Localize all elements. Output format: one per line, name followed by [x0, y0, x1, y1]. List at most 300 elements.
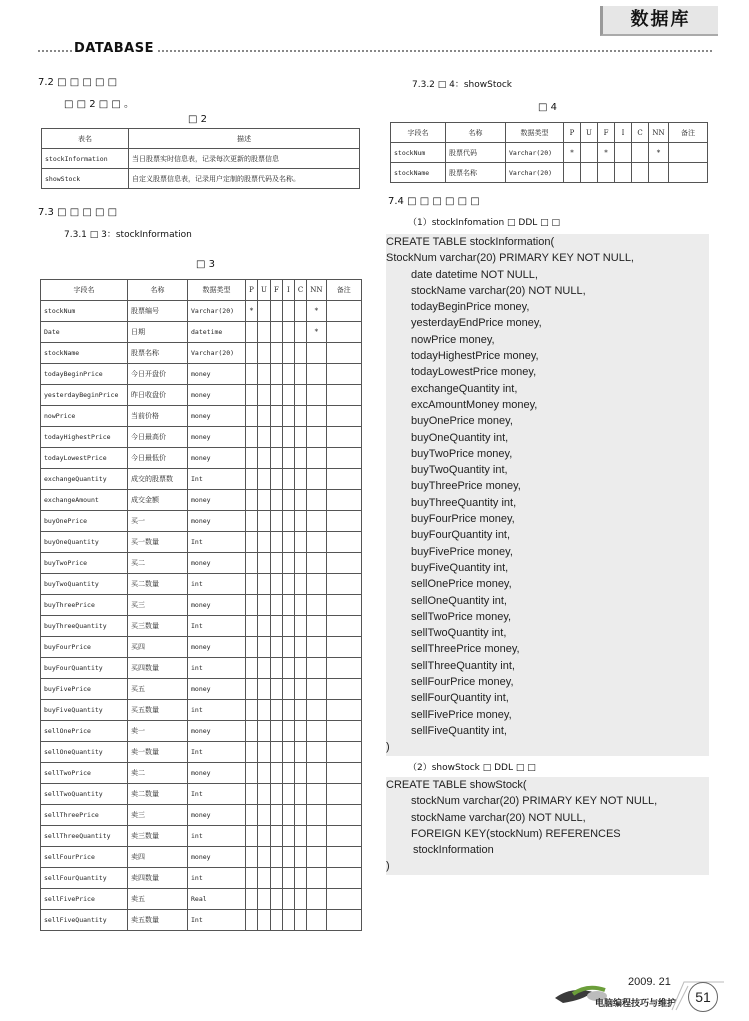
- table-row: [41, 448, 362, 469]
- table-cell: money: [188, 364, 246, 385]
- table-cell: 买三数量: [128, 616, 188, 637]
- column-header: P: [246, 280, 258, 301]
- table-cell: [270, 658, 282, 679]
- table-cell: [307, 595, 326, 616]
- table-cell: Int: [188, 469, 246, 490]
- table-cell: [282, 658, 294, 679]
- table-cell: [270, 805, 282, 826]
- table-cell: [258, 574, 271, 595]
- table-cell: [246, 490, 258, 511]
- column-header: C: [294, 280, 306, 301]
- magazine-section-banner: 数据库: [600, 6, 718, 36]
- table-cell: [282, 826, 294, 847]
- code-line: excAmountMoney money,: [411, 398, 538, 411]
- table-cell: [294, 553, 306, 574]
- table-cell: [282, 616, 294, 637]
- table-cell: [307, 805, 326, 826]
- table-cell: int: [188, 868, 246, 889]
- table-cell: exchangeAmount: [41, 490, 128, 511]
- table-cell: [307, 784, 326, 805]
- table-cell: int: [188, 700, 246, 721]
- table-cell: sellFivePrice: [41, 889, 128, 910]
- table-row: [41, 889, 362, 910]
- column-header: C: [632, 123, 649, 143]
- table-cell: [270, 721, 282, 742]
- table-cell: 卖三数量: [128, 826, 188, 847]
- table-cell: [270, 637, 282, 658]
- table-cell: datetime: [188, 322, 246, 343]
- table-cell: [270, 385, 282, 406]
- table-cell: [307, 700, 326, 721]
- table-cell: *: [649, 143, 669, 163]
- table-row: [41, 805, 362, 826]
- table-cell: 股票代码: [446, 143, 506, 163]
- section-7-2-title: 7.2 □ □ □ □ □: [38, 77, 118, 88]
- table-cell: Int: [188, 910, 246, 931]
- table-cell: [632, 143, 649, 163]
- section-7-3-1-title: 7.3.1 □ 3：stockInformation: [64, 230, 192, 240]
- table-cell: [326, 658, 361, 679]
- table-cell: money: [188, 847, 246, 868]
- table-cell: [258, 448, 271, 469]
- table-cell: [258, 595, 271, 616]
- table-cell: money: [188, 637, 246, 658]
- magazine-name: 电脑编程技巧与维护: [595, 999, 677, 1009]
- table-cell: sellFourQuantity: [41, 868, 128, 889]
- table-cell: [258, 427, 271, 448]
- table-cell: money: [188, 490, 246, 511]
- table-cell: [282, 532, 294, 553]
- code-line: stockInformation: [413, 844, 494, 857]
- table-cell: [282, 742, 294, 763]
- table-cell: [294, 343, 306, 364]
- table-row: [41, 553, 362, 574]
- table-row: [41, 469, 362, 490]
- table-cell: [581, 163, 598, 183]
- table-cell: money: [188, 385, 246, 406]
- table-cell: [270, 763, 282, 784]
- section-label: DATABASE: [74, 41, 154, 56]
- table-cell: [246, 406, 258, 427]
- table-cell: [246, 637, 258, 658]
- table-cell: [246, 427, 258, 448]
- code-line: exchangeQuantity int,: [411, 382, 518, 395]
- table-cell: 股票编号: [128, 301, 188, 322]
- table-cell: 买四: [128, 637, 188, 658]
- table-row: [41, 427, 362, 448]
- table-cell: [282, 847, 294, 868]
- table-cell: Varchar(20): [506, 163, 564, 183]
- table-cell: 股票名称: [446, 163, 506, 183]
- table-cell: [294, 763, 306, 784]
- code-line: sellOneQuantity int,: [411, 594, 507, 607]
- table-cell: [270, 742, 282, 763]
- table-cell: exchangeQuantity: [41, 469, 128, 490]
- column-header: 字段名: [391, 123, 446, 143]
- table-cell: [258, 805, 271, 826]
- table-cell: 卖一: [128, 721, 188, 742]
- table-cell: [326, 826, 361, 847]
- table-cell: [294, 574, 306, 595]
- table-cell: sellOnePrice: [41, 721, 128, 742]
- table-cell: Varchar(20): [506, 143, 564, 163]
- table-cell: [294, 406, 306, 427]
- table-cell: [282, 490, 294, 511]
- table-cell: money: [188, 448, 246, 469]
- table-cell: [258, 721, 271, 742]
- table-cell: [282, 805, 294, 826]
- table-cell: [270, 532, 282, 553]
- table-cell: [258, 763, 271, 784]
- table-cell: [294, 805, 306, 826]
- table-cell: yesterdayBeginPrice: [41, 385, 128, 406]
- table-cell: [270, 616, 282, 637]
- code-line: sellFiveQuantity int,: [411, 724, 507, 737]
- table-cell: [294, 490, 306, 511]
- table-cell: [307, 889, 326, 910]
- table-cell: money: [188, 427, 246, 448]
- table-cell: 买一: [128, 511, 188, 532]
- column-header: NN: [307, 280, 326, 301]
- table-3-caption: □ 3: [196, 259, 215, 270]
- ddl-1-code-block: [386, 234, 709, 756]
- table-cell: [669, 143, 708, 163]
- table-cell: [246, 889, 258, 910]
- table-cell: [326, 427, 361, 448]
- code-line: buyThreePrice money,: [411, 480, 521, 493]
- code-line: sellTwoPrice money,: [411, 610, 512, 623]
- table-cell: [326, 406, 361, 427]
- code-line: CREATE TABLE stockInformation(: [386, 236, 555, 248]
- table-cell: [326, 847, 361, 868]
- table-cell: [258, 364, 271, 385]
- table-row: [41, 637, 362, 658]
- table-cell: 买五: [128, 679, 188, 700]
- table-cell: [282, 322, 294, 343]
- table-cell: stockName: [391, 163, 446, 183]
- table-cell: [649, 163, 669, 183]
- table-cell: money: [188, 679, 246, 700]
- code-line: FOREIGN KEY(stockNum) REFERENCES: [411, 827, 621, 840]
- table-row: [41, 574, 362, 595]
- table-cell: [246, 532, 258, 553]
- table-cell: sellTwoQuantity: [41, 784, 128, 805]
- column-header: 备注: [669, 123, 708, 143]
- column-header: 备注: [326, 280, 361, 301]
- section-7-3-title: 7.3 □ □ □ □ □: [38, 207, 118, 218]
- code-line: todayLowestPrice money,: [411, 366, 537, 379]
- table-cell: [294, 847, 306, 868]
- table-cell: [258, 490, 271, 511]
- table-cell: *: [307, 322, 326, 343]
- table-cell: Date: [41, 322, 128, 343]
- table-cell: [246, 784, 258, 805]
- table-cell: stockInformation: [42, 149, 129, 169]
- table-4-caption: □ 4: [538, 102, 557, 113]
- table-cell: [246, 511, 258, 532]
- table-cell: [307, 742, 326, 763]
- column-header: I: [282, 280, 294, 301]
- column-header: U: [581, 123, 598, 143]
- column-header: 表名: [42, 129, 129, 149]
- table-cell: sellThreePrice: [41, 805, 128, 826]
- table-cell: 买三: [128, 595, 188, 616]
- table-cell: [246, 595, 258, 616]
- code-line: todayBeginPrice money,: [411, 301, 530, 314]
- table-cell: 当前价格: [128, 406, 188, 427]
- table-row: [41, 616, 362, 637]
- table-cell: 卖五: [128, 889, 188, 910]
- table-cell: [258, 385, 271, 406]
- table-cell: int: [188, 574, 246, 595]
- table-cell: [307, 721, 326, 742]
- table-cell: sellOneQuantity: [41, 742, 128, 763]
- table-cell: buyOnePrice: [41, 511, 128, 532]
- code-line: yesterdayEndPrice money,: [411, 317, 542, 330]
- table-cell: *: [564, 143, 581, 163]
- table-cell: [270, 679, 282, 700]
- table-cell: [246, 469, 258, 490]
- table-cell: [258, 511, 271, 532]
- table-cell: [270, 595, 282, 616]
- table-row: [41, 511, 362, 532]
- table-cell: [307, 553, 326, 574]
- table-cell: 卖四数量: [128, 868, 188, 889]
- column-header: U: [258, 280, 271, 301]
- table-cell: Varchar(20): [188, 343, 246, 364]
- table-cell: [258, 637, 271, 658]
- table-row: [41, 322, 362, 343]
- table-cell: [294, 448, 306, 469]
- table-cell: [326, 364, 361, 385]
- table-cell: [326, 616, 361, 637]
- table-cell: [326, 532, 361, 553]
- table-row: [41, 742, 362, 763]
- table-cell: buyOneQuantity: [41, 532, 128, 553]
- table-cell: *: [598, 143, 615, 163]
- table-row: [41, 364, 362, 385]
- code-line: sellFivePrice money,: [411, 708, 512, 721]
- code-line: stockNum varchar(20) PRIMARY KEY NOT NULL,: [411, 795, 658, 808]
- table-cell: 昨日收盘价: [128, 385, 188, 406]
- table-cell: buyThreePrice: [41, 595, 128, 616]
- table-cell: sellThreeQuantity: [41, 826, 128, 847]
- table-cell: [270, 511, 282, 532]
- table-cell: 买二数量: [128, 574, 188, 595]
- table-cell: [270, 406, 282, 427]
- table-cell: [294, 784, 306, 805]
- table-cell: [258, 868, 271, 889]
- table-cell: 日期: [128, 322, 188, 343]
- table-row: [41, 595, 362, 616]
- table-cell: [307, 847, 326, 868]
- table-cell: [307, 385, 326, 406]
- table-cell: [307, 826, 326, 847]
- code-line: buyOneQuantity int,: [411, 431, 509, 444]
- table-cell: Real: [188, 889, 246, 910]
- code-line: buyFourPrice money,: [411, 513, 515, 526]
- table-cell: int: [188, 826, 246, 847]
- table-3: [40, 279, 362, 931]
- issue-number: 2009. 21: [628, 976, 671, 988]
- table-cell: 股票名称: [128, 343, 188, 364]
- table-cell: [307, 427, 326, 448]
- table-cell: buyThreeQuantity: [41, 616, 128, 637]
- table-cell: [294, 511, 306, 532]
- table-cell: 今日开盘价: [128, 364, 188, 385]
- table-2: [41, 128, 360, 189]
- table-cell: money: [188, 805, 246, 826]
- table-cell: buyTwoQuantity: [41, 574, 128, 595]
- table-cell: [246, 805, 258, 826]
- table-cell: [326, 637, 361, 658]
- table-cell: [246, 343, 258, 364]
- table-cell: [326, 553, 361, 574]
- table-cell: [282, 427, 294, 448]
- table-cell: [294, 721, 306, 742]
- table-cell: [270, 910, 282, 931]
- table-cell: buyFourPrice: [41, 637, 128, 658]
- table-cell: [294, 868, 306, 889]
- table-row: [41, 301, 362, 322]
- table-cell: [326, 763, 361, 784]
- table-cell: money: [188, 763, 246, 784]
- table-cell: 买五数量: [128, 700, 188, 721]
- table-cell: [258, 889, 271, 910]
- table-cell: [282, 637, 294, 658]
- table-cell: [294, 469, 306, 490]
- table-cell: [270, 427, 282, 448]
- table-cell: 卖一数量: [128, 742, 188, 763]
- table-cell: [270, 784, 282, 805]
- code-line: sellThreePrice money,: [411, 643, 520, 656]
- table-cell: [326, 784, 361, 805]
- table-cell: [326, 889, 361, 910]
- table-cell: money: [188, 721, 246, 742]
- table-cell: [282, 469, 294, 490]
- table-cell: [294, 532, 306, 553]
- table-cell: [307, 490, 326, 511]
- table-cell: [246, 910, 258, 931]
- table-cell: [307, 679, 326, 700]
- table-cell: [326, 868, 361, 889]
- table-cell: [246, 868, 258, 889]
- table-row: [391, 163, 708, 183]
- table-4: [390, 122, 708, 183]
- table-cell: 买一数量: [128, 532, 188, 553]
- table-cell: [564, 163, 581, 183]
- table-row: [42, 169, 360, 189]
- table-cell: nowPrice: [41, 406, 128, 427]
- table-cell: todayLowestPrice: [41, 448, 128, 469]
- table-cell: [632, 163, 649, 183]
- table-cell: [326, 322, 361, 343]
- table-cell: [270, 322, 282, 343]
- table-header-row: [391, 123, 708, 143]
- table-cell: [294, 427, 306, 448]
- table-cell: [307, 868, 326, 889]
- table-row: [41, 343, 362, 364]
- code-line: buyFivePrice money,: [411, 545, 513, 558]
- table-cell: [258, 532, 271, 553]
- table-cell: [258, 301, 271, 322]
- table-cell: [294, 301, 306, 322]
- table-cell: [307, 658, 326, 679]
- table-cell: [270, 868, 282, 889]
- table-cell: [326, 574, 361, 595]
- table-cell: [282, 679, 294, 700]
- table-cell: showStock: [42, 169, 129, 189]
- table-cell: 成交金额: [128, 490, 188, 511]
- column-header: 名称: [128, 280, 188, 301]
- table-cell: [258, 700, 271, 721]
- table-cell: Int: [188, 532, 246, 553]
- column-header: I: [615, 123, 632, 143]
- table-cell: [282, 364, 294, 385]
- table-cell: [669, 163, 708, 183]
- table-cell: [282, 511, 294, 532]
- code-line: stockName varchar(20) NOT NULL,: [411, 284, 586, 297]
- table-cell: [258, 343, 271, 364]
- table-cell: money: [188, 595, 246, 616]
- table-cell: [326, 490, 361, 511]
- table-cell: [326, 805, 361, 826]
- table-cell: [282, 574, 294, 595]
- table-cell: [294, 385, 306, 406]
- table-cell: buyTwoPrice: [41, 553, 128, 574]
- column-header: F: [598, 123, 615, 143]
- ddl-2-code-block: [386, 777, 709, 875]
- table-cell: *: [246, 301, 258, 322]
- table-cell: stockNum: [391, 143, 446, 163]
- code-line: buyTwoPrice money,: [411, 447, 513, 460]
- table-cell: [246, 616, 258, 637]
- table-cell: [326, 448, 361, 469]
- table-row: [41, 658, 362, 679]
- code-line: buyThreeQuantity int,: [411, 496, 517, 509]
- code-line: ): [386, 741, 390, 754]
- table-row: [41, 910, 362, 931]
- table-cell: [258, 742, 271, 763]
- table-cell: todayBeginPrice: [41, 364, 128, 385]
- table-cell: 卖二数量: [128, 784, 188, 805]
- column-header: P: [564, 123, 581, 143]
- table-cell: [326, 595, 361, 616]
- table-cell: 当日股票实时信息表，记录每次更新的股票信息: [129, 149, 360, 169]
- table-2-caption: □ 2: [188, 114, 207, 125]
- section-7-4-title: 7.4 □ □ □ □ □ □: [388, 196, 480, 207]
- code-line: CREATE TABLE showStock(: [386, 779, 527, 791]
- table-cell: [307, 763, 326, 784]
- code-line: sellThreeQuantity int,: [411, 659, 515, 672]
- table-row: [41, 385, 362, 406]
- table-cell: [270, 889, 282, 910]
- table-cell: [282, 910, 294, 931]
- section-7-2-text: □ □ 2 □ □ 。: [64, 99, 135, 110]
- table-cell: Int: [188, 784, 246, 805]
- table-cell: [307, 637, 326, 658]
- table-cell: [294, 322, 306, 343]
- table-cell: 买四数量: [128, 658, 188, 679]
- table-cell: [282, 448, 294, 469]
- column-header: F: [270, 280, 282, 301]
- table-row: [41, 826, 362, 847]
- table-cell: [282, 721, 294, 742]
- table-cell: [307, 532, 326, 553]
- table-cell: [258, 322, 271, 343]
- code-line: buyTwoQuantity int,: [411, 464, 508, 477]
- table-cell: [258, 910, 271, 931]
